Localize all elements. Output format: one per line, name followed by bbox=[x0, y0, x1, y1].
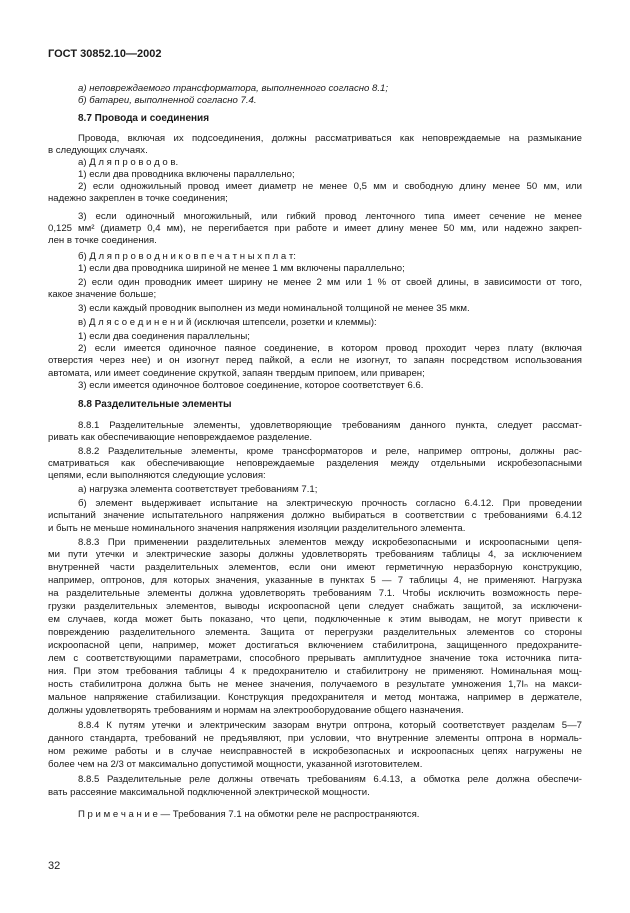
section-heading: 8.8 Разделительные элементы bbox=[78, 399, 232, 410]
list-item: лен в точке соединения. bbox=[48, 235, 157, 246]
paragraph-line: ном режиме работы и в случае неисправностей в искробезопасных и искроопасных цепях нагружены не bbox=[48, 746, 582, 757]
paragraph-line: искроопасной цепи, например, может достигаться включением стабилитрона, защищенного предохраните- bbox=[48, 640, 582, 651]
paragraph-line: цепями, если выполняются следующие условия: bbox=[48, 470, 266, 481]
paragraph-line: вать рассеяние максимальной подключенной электрической мощности. bbox=[48, 787, 370, 798]
list-item: отверстия через нее) и он изогнут перед пайкой, а если не изогнут, то запаян посредством использования bbox=[48, 355, 582, 366]
list-item: 2) если одножильный провод имеет диаметр не менее 0,5 мм и свободную длину менее 50 мм, или bbox=[78, 181, 582, 192]
paragraph-line: внутренней части разделительных элементов, если они имеют герметичную неразборную конструкцию, bbox=[48, 562, 582, 573]
paragraph-line: в следующих случаях. bbox=[48, 145, 148, 156]
paragraph-line: ривать как обеспечивающие неповреждаемое разделение. bbox=[48, 432, 313, 443]
paragraph-line: 8.8.2 Разделительные элементы, кроме трансформаторов и реле, например оптроны, должны рас- bbox=[78, 446, 582, 457]
paragraph-line: и быть не меньше номинального значения напряжения изоляции разделительного элемента. bbox=[48, 523, 466, 534]
list-item: 3) если каждый проводник выполнен из меди номинальной толщиной не менее 35 мкм. bbox=[78, 303, 470, 314]
list-item: 1) если два проводника шириной не менее 1 мм включены параллельно; bbox=[78, 263, 405, 274]
list-item: а) неповреждаемого трансформатора, выполненного согласно 8.1; bbox=[78, 83, 389, 94]
paragraph-line: сматриваться как обеспечивающие неповреждаемые разделения между отдельными искробезопасными bbox=[48, 458, 582, 469]
paragraph-line: испытаний значение испытательного напряжения должно выбираться в соответствии с требованиями 6.4.12 bbox=[48, 510, 582, 521]
list-heading: б) Д л я п р о в о д н и к о в п е ч а т н ы х п л а т: bbox=[78, 251, 296, 262]
list-item: 3) если одиночный многожильный, или гибкий провод ленточного типа имеет сечение не менее bbox=[78, 211, 582, 222]
paragraph-line: Провода, включая их подсоединения, должны рассматриваться как неповреждаемые на размыкание bbox=[78, 133, 582, 144]
paragraph-line: более чем на 2/3 от максимально допустимой мощности, указанной изготовителем. bbox=[48, 759, 423, 770]
paragraph-line: на разделительные элементы должна удовлетворять требованиям 7.1. Чтобы исключить возможность пере- bbox=[48, 588, 582, 599]
paragraph-line: должны удовлетворять требованиям и нормам на электрооборудование общего назначения. bbox=[48, 705, 464, 716]
section-heading: 8.7 Провода и соединения bbox=[78, 113, 210, 124]
document-header: ГОСТ 30852.10—2002 bbox=[48, 48, 162, 60]
list-item: какое значение больше; bbox=[48, 289, 157, 300]
list-item: 1) если два проводника включены параллельно; bbox=[78, 169, 295, 180]
paragraph-line: ния. При этом требования таблицы 4 к предохранителю и стабилитрону не применяют. Номинальная мощ- bbox=[48, 666, 582, 677]
list-item: а) нагрузка элемента соответствует требованиям 7.1; bbox=[78, 484, 318, 495]
list-item: 2) если один проводник имеет ширину не менее 2 мм или 1 % от своей длины, в зависимости от того, bbox=[78, 277, 582, 288]
list-item: б) батареи, выполненной согласно 7.4. bbox=[78, 95, 257, 106]
list-item: б) элемент выдерживает испытание на электрическую прочность согласно 6.4.12. При проведении bbox=[78, 498, 582, 509]
list-item: 1) если два соединения параллельны; bbox=[78, 331, 250, 342]
note: П р и м е ч а н и е — Требования 7.1 на обмотки реле не распространяются. bbox=[78, 809, 420, 820]
paragraph-line: ми пути утечки и электрические зазоры должны удовлетворять требованиям таблицы 4, за исключением bbox=[48, 549, 582, 560]
list-item: надежно закреплен в точке соединения; bbox=[48, 193, 228, 204]
paragraph-line: 8.8.4 К путям утечки и электрическим зазорам внутри оптрона, который соответствует разделам 5—7 bbox=[78, 720, 582, 731]
list-heading: а) Д л я п р о в о д о в. bbox=[78, 157, 179, 168]
paragraph-line: мальное напряжение стабилизации. Конструкция предохранителя и метод монтажа, например в держателе, bbox=[48, 692, 582, 703]
page-number: 32 bbox=[48, 860, 61, 872]
paragraph-line: ность стабилитрона должна быть не менее значения, получаемого в результате умножения 1,7Iₙ на макси- bbox=[48, 679, 582, 690]
paragraph-line: лем с соответствующими параметрами, способного прерывать амплитудное значение тока источника пита- bbox=[48, 653, 582, 664]
paragraph-line: повреждению разделительного элемента. Защита от перегрузки разделительных элементов со стороны bbox=[48, 627, 582, 638]
paragraph-line: 8.8.1 Разделительные элементы, удовлетворяющие требованиям данного пункта, следует рассмат- bbox=[78, 420, 582, 431]
paragraph-line: грузки разделительных элементов, выводы искроопасной цепи следует снабжать защитой, за исключени- bbox=[48, 601, 582, 612]
list-item: автомата, или имеет соединение скруткой, запаян твердым припоем, или приварен; bbox=[48, 368, 425, 379]
paragraph-line: 8.8.3 При применении разделительных элементов между искробезопасными и искроопасными цепя- bbox=[78, 537, 582, 548]
list-item: 2) если имеется одиночное паяное соединение, в котором провод проходит через плату (включая bbox=[78, 343, 582, 354]
paragraph-line: ем случаев, когда может быть показано, что цепи, подключенные к этим выводам, не могут привести к bbox=[48, 614, 582, 625]
list-heading: в) Д л я с о е д и н е н и й (исключая штепсели, розетки и клеммы): bbox=[78, 317, 377, 328]
list-item: 3) если имеется одиночное болтовое соединение, которое соответствует 6.6. bbox=[78, 380, 424, 391]
paragraph-line: например, оптронов, для которых значения, указанные в пунктах 5 — 7 таблицы 4, не применяют. Нагрузка bbox=[48, 575, 582, 586]
list-item: 0,125 мм² (диаметр 0,4 мм), не перегибается при работе и имеет длину менее 50 мм, или надежно закреп- bbox=[48, 223, 582, 234]
paragraph-line: данного стандарта, требований не предъявляют, при условии, что внутренние элементы оптрона в нормаль- bbox=[48, 733, 582, 744]
paragraph-line: 8.8.5 Разделительные реле должны отвечать требованиям 6.4.13, а обмотка реле должна обеспечи- bbox=[78, 774, 582, 785]
